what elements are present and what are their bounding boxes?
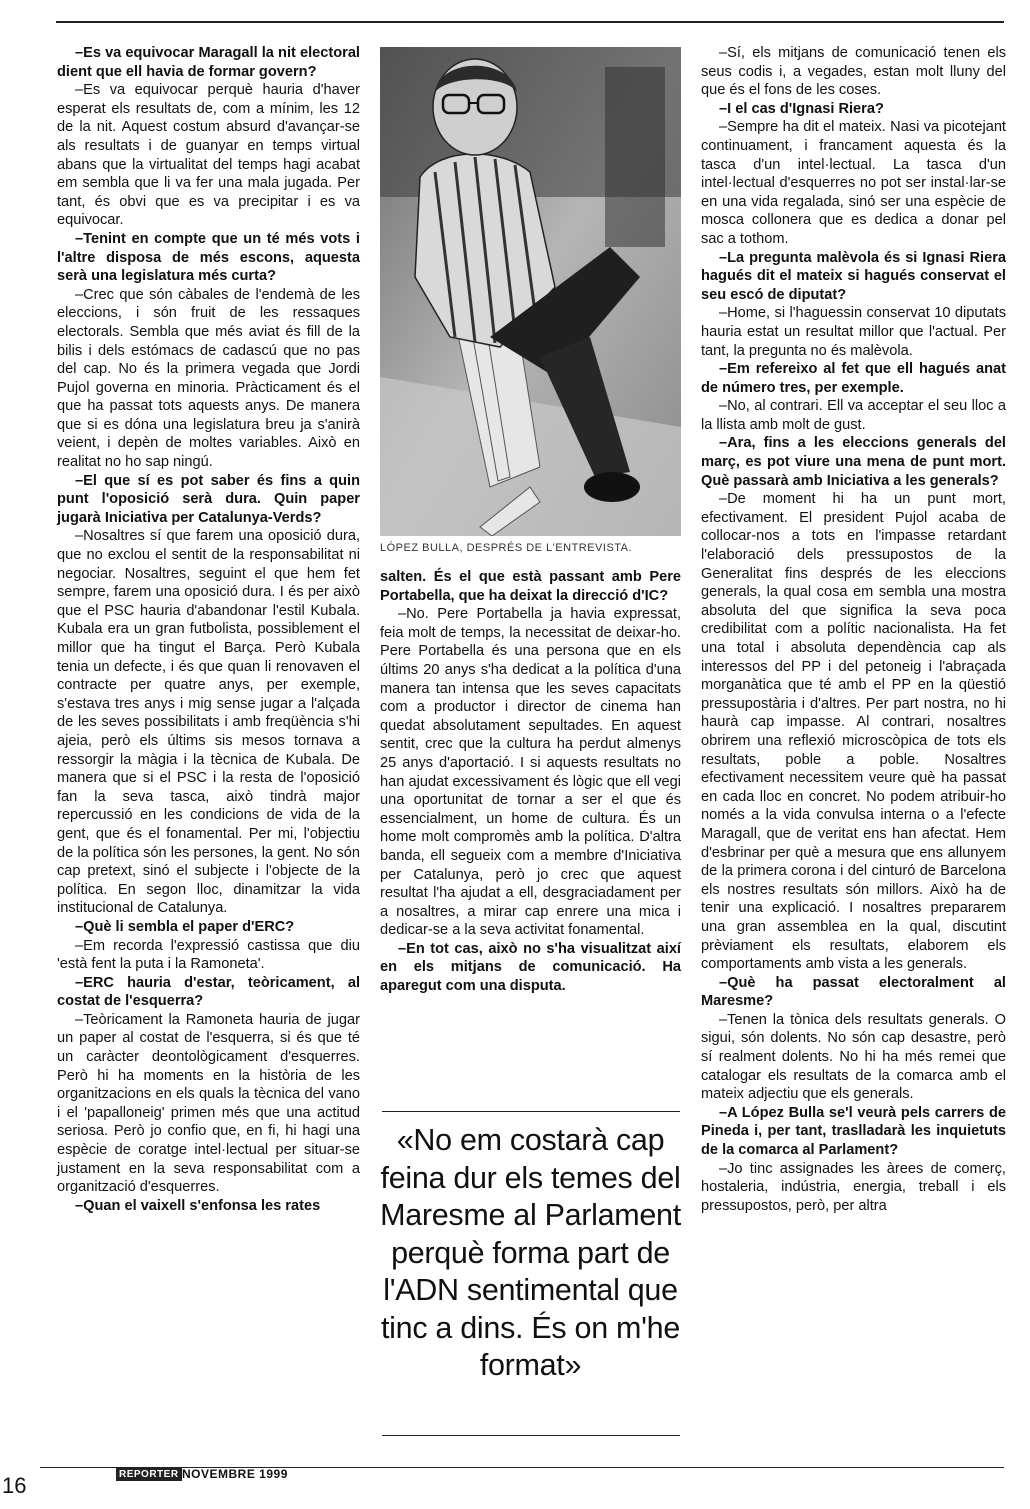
interview-answer: –Crec que són càbales de l'endemà de les eleccions, i són fruit de les ressaques electorals. Sembla que més aviat és fill de la bilis i dels estómacs de cadascú que no pas del cap. No és la primera vegada que Jordi Pujol governa en minoria. Pràcticament és el que ha passat tots aquests anys. De manera que si es dóna una legislatura breu ja s'anirà veient, i depèn de moltes variables. Això en realitat no ho sap ningú. (57, 286, 360, 471)
interview-question: –En tot cas, això no s'ha visualitzat així en els mitjans de comunicació. Ha aparegut com una disputa. (380, 940, 681, 995)
pull-quote-top-rule (382, 1111, 680, 1112)
interview-answer: –Tenen la tònica dels resultats generals. O sigui, són dolents. No són cap desastre, però sí realment dolents. No hi ha més remei que catalogar els resultats de la comarca amb el mateix adjectiu que els generals. (701, 1011, 1006, 1103)
interview-answer: –Jo tinc assignades les àrees de comerç, hostaleria, indústria, energia, treball i els pressupostos, però, per altra (701, 1160, 1006, 1214)
interview-question: –I el cas d'Ignasi Riera? (719, 100, 884, 117)
interview-answer: –No. Pere Portabella ja havia expressat, feia molt de temps, la necessitat de deixar-ho. Pere Portabella és una persona que en els últims 20 anys s'ha dedicat a la política d'una manera tan intensa que les seves capacitats com a productor i director de cinema han quedat absolutament sepultades. En aquest sentit, crec que la cultura ha perdut almenys 25 anys d'aportació. I si aquests resultats no han ajudat excessivament és lògic que ell vegi una oportunitat de tornar a ser el que és essencialment, un home de cultura. És un home molt compromès amb la política. D'altra banda, ell segueix com a membre d'Iniciativa per Catalunya, però jo crec que aquest resultat l'ha ajudat a ell, desgraciadament per a nosaltres, a mirar cap enrere una mica i dedicar-se a la seva activitat fonamental. (380, 606, 681, 939)
interview-question: –El que sí es pot saber és fins a quin punt l'oposició serà dura. Quin paper jugarà Iniciativa per Catalunya-Verds? (57, 472, 360, 526)
interview-question: –Tenint en compte que un té més vots i l'altre disposa de més escons, aquesta serà una legislatura més curta? (57, 230, 360, 285)
interview-answer: –Sí, els mitjans de comunicació tenen els seus codis i, a vegades, estan molt lluny del que és el fons de les coses. (701, 45, 1006, 99)
interview-answer: –Sempre ha dit el mateix. Nasi va picotejant continuament, i francament aquesta és la tasca d'un intel·lectual. La tasca d'un intel·lectual d'esquerres no pot ser instal·lar-se en una vida regalada, sinó ser una espècie de mosca collonera que es dedica a donar pel sac a tothom. (701, 119, 1006, 247)
interview-question: –A López Bulla se'l veurà pels carrers de Pineda i, per tant, traslladarà les inquietuts de la comarca al Parlament? (701, 1104, 1006, 1159)
interview-photo (380, 47, 681, 536)
interview-question: –Ara, fins a les eleccions generals del març, es pot viure una mena de punt mort. Què passarà amb Iniciativa a les generals? (701, 435, 1006, 489)
top-rule (56, 21, 1004, 23)
interview-answer: –Nosaltres sí que farem una oposició dura, que no exclou el sentit de la responsabilitat ni negociar. Nosaltres, seguint el que hem fet sempre, farem una oposició dura. I és per això que el PSC hauria d'abandonar l'estil Kubala. Kubala era un gran futbolista, possiblement el millor que ha tingut el Barça. Però Kubala tenia un defecte, i és que quan li renovaven el contracte per quatre anys, per exemple, s'estava tres anys i mig sense jugar a l'alçada de les seves possibilitats i amb freqüència s'hi ajeia, però els últims sis mesos tornava a ressorgir la màgia i la tècnica de Kubala. De manera que si el PSC i la resta de l'oposició fan la seva tasca, això tindrà major repercussió en les condicions de vida de la gent, que és el fonamental. Per mi, l'objectiu de la política són les persones, la gent. No són cap pretext, sinó el subjecte i l'objecte de la política. En segon lloc, dinamitzar la vida institucional de Catalunya. (57, 528, 360, 917)
interview-question: –ERC hauria d'estar, teòricament, al costat de l'esquerra? (57, 974, 360, 1010)
article-column-1 (57, 44, 360, 1215)
portrait-image (380, 47, 681, 536)
article-column-3 (701, 44, 1006, 1215)
pull-quote: «No em costarà cap feina dur els temes del Maresme al Parlament perquè forma part de l'ADN sentimental que tinc a dins. És on m'he format» (380, 1123, 681, 1382)
page-number: 16 (2, 1473, 27, 1498)
interview-answer: –De moment hi ha un punt mort, efectivament. El president Pujol acaba de collocar-nos a tots en l'impasse retardant l'elaboració dels pressupostos de la Generalitat fins després de les eleccions generals, la qual cosa em sembla una mostra absoluta del que significa la seva poca credibilitat com a polític nacionalista. Ha fet una total i absoluta dependència cap als interessos del PP i del petoneig i l'abraçada morganàtica que té amb el PP en la qüestió pressupostària i d'altres. Per part nostra, no hi haurà cap impasse. Al contrari, nosaltres obrirem una reflexió microscòpica de tots els resultats, poble a poble. Nosaltres efectivament necessitem veure què ha passat en cada lloc en concret. No podem atribuir-ho només a la vida convulsa interna o a l'efecte Maragall, que de veritat ens han afectat. Hem d'esbrinar per què a mesura que ens allunyem de la primera corona i del cinturó de Barcelona els nostres resultats són millors. Això ha de tenir una explicació. I nosaltres prepararem una gran assemblea en la qual, discutint prèviament els resultats, elaborem els comportaments amb vista a les generals. (701, 491, 1006, 973)
issue-date: NOVEMBRE 1999 (182, 1467, 288, 1481)
interview-question: –La pregunta malèvola és si Ignasi Riera hagués dit el mateix si hagués conservat el seu escó de diputat? (701, 249, 1006, 303)
magazine-logo: REPORTER (116, 1468, 182, 1481)
interview-answer: –Em recorda l'expressió castissa que diu 'està fent la puta i la Ramoneta'. (57, 937, 360, 973)
interview-question: –Em refereixo al fet que ell hagués anat de número tres, per exemple. (701, 361, 1006, 396)
photo-caption: LÓPEZ BULLA, DESPRÉS DE L'ENTREVISTA. (380, 542, 633, 554)
interview-question: –Quan el vaixell s'enfonsa les rates (75, 1197, 321, 1214)
interview-answer: –Teòricament la Ramoneta hauria de jugar un paper al costat de l'esquerra, si és que té un caràcter deontològicament d'esquerres. Però hi ha moments en la història de les organitzacions en els quals la tècnica del vano i el 'papalloneig' primen més que una actitud seriosa. Però jo confio que, en fi, hi hagi una espècie de coratge intel·lectual per situar-se justament en la seva responsabilitat com a organització d'esquerres. (57, 1011, 360, 1196)
interview-answer: –Es va equivocar perquè hauria d'haver esperat els resultats de, com a mínim, les 12 de la nit. Aquest costum absurd d'avançar-se als resultats i de guanyar en temps virtual abans que la virtualitat del temps hagi acabat em sembla que li va fer una mala jugada. Per tant, és obvi que es va precipitar i es va equivocar. (57, 82, 360, 229)
interview-question: –Què ha passat electoralment al Maresme? (701, 974, 1006, 1010)
interview-answer: –No, al contrari. Ell va acceptar el seu lloc a la llista amb molt de gust. (701, 398, 1006, 433)
pull-quote-bottom-rule (382, 1435, 680, 1436)
interview-question: –Es va equivocar Maragall la nit electoral dient que ell havia de formar govern? (57, 45, 360, 80)
interview-question: –Què li sembla el paper d'ERC? (75, 918, 295, 935)
article-column-2 (380, 568, 681, 996)
interview-answer: –Home, si l'haguessin conservat 10 diputats hauria estat un resultat millor que l'actual. Per tant, la pregunta no és malèvola. (701, 305, 1006, 359)
interview-question: salten. És el que està passant amb Pere Portabella, que ha deixat la direcció d'IC? (380, 569, 681, 604)
